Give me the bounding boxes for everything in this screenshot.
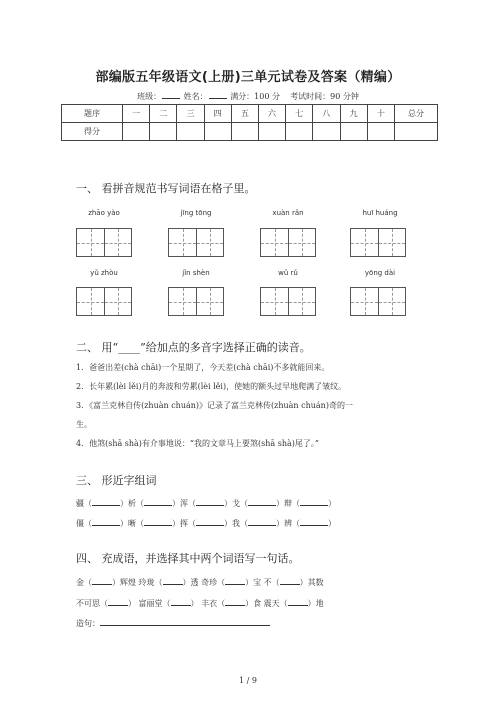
writing-grid[interactable] <box>260 287 316 316</box>
answer-blank[interactable] <box>171 605 191 606</box>
answer-blank[interactable] <box>288 605 308 606</box>
writing-grid[interactable] <box>350 228 406 257</box>
score-table-cell: 三 <box>177 105 204 123</box>
score-table-cell: 九 <box>340 105 367 123</box>
writing-grid[interactable] <box>168 228 224 257</box>
score-table-cell: 题序 <box>62 105 123 123</box>
score-table-cell: 六 <box>258 105 285 123</box>
word-char: ） <box>328 519 336 528</box>
pinyin-label: zhāo yào <box>88 209 120 217</box>
section1-heading: 一、 看拼音规范书写词语在格子里。 <box>76 182 256 195</box>
word-char: ）晰（ <box>120 519 144 528</box>
pinyin-label: xuàn rǎn <box>272 209 304 217</box>
page-number: 1 / 9 <box>239 676 257 685</box>
name-label: 姓名： <box>183 92 208 101</box>
pinyin-label: jīng tōng <box>180 209 212 217</box>
word-char: 僵（ <box>76 519 92 528</box>
score-table-header-row <box>62 105 438 123</box>
idiom-text: ）透 奇珍（ <box>182 578 226 587</box>
word-char: 疆（ <box>76 499 92 508</box>
score-input-cell[interactable] <box>150 123 177 141</box>
sentence-row <box>76 618 270 629</box>
score-table-score-row <box>62 123 438 141</box>
score-input-cell[interactable] <box>367 123 394 141</box>
answer-blank[interactable] <box>300 525 328 526</box>
score-input-cell[interactable] <box>231 123 258 141</box>
document-title: 部编版五年级语文(上册)三单元试卷及答案（精编） <box>95 70 401 85</box>
score-input-cell[interactable] <box>340 123 367 141</box>
word-char: ）辩（ <box>276 499 300 508</box>
score-input-cell[interactable] <box>395 123 438 141</box>
idiom-text: 金（ <box>76 578 92 587</box>
answer-blank[interactable] <box>163 584 183 585</box>
score-input-cell[interactable] <box>313 123 340 141</box>
score-table-cell: 八 <box>313 105 340 123</box>
answer-blank[interactable] <box>196 525 224 526</box>
answer-blank[interactable] <box>248 525 276 526</box>
sentence-label: 造句： <box>76 619 100 628</box>
score-table-cell: 五 <box>231 105 258 123</box>
idiom-text: ）宝 不（ <box>245 578 280 587</box>
word-char: ）浑（ <box>172 499 196 508</box>
word-char: ）析（ <box>120 499 144 508</box>
answer-blank[interactable] <box>108 605 128 606</box>
score-table-cell: 七 <box>286 105 313 123</box>
class-label: 班级： <box>137 92 162 101</box>
exam-time: 考试时间：90 分钟 <box>290 92 359 101</box>
idiom-text: ）地 <box>307 599 324 608</box>
answer-blank[interactable] <box>196 505 224 506</box>
full-score: 满分：100 分 <box>230 92 280 101</box>
answer-blank[interactable] <box>144 505 172 506</box>
word-char: ） <box>328 499 336 508</box>
score-table-cell: 一 <box>123 105 150 123</box>
question-line: 生。 <box>76 420 92 429</box>
sentence-blank[interactable] <box>100 625 270 626</box>
question-line: 1．爸爸出差(chà chāi)一个星期了，今天差(chà chāi)不多就能回来。 <box>76 363 330 372</box>
score-table-cell: 四 <box>204 105 231 123</box>
word-char: ）戈（ <box>224 499 248 508</box>
question-line: 3．《富兰克林自传(zhuàn chuán)》记录了富兰克林传(zhuàn chuán)奇的一 <box>76 401 353 410</box>
idiom-text: 不可思（ <box>76 599 108 608</box>
name-blank <box>209 98 227 99</box>
pinyin-label: jǐn shèn <box>182 269 210 277</box>
writing-grid[interactable] <box>350 287 406 316</box>
writing-grid[interactable] <box>76 287 132 316</box>
idiom-text: ） 丰衣（ <box>190 599 226 608</box>
class-blank <box>162 98 180 99</box>
answer-blank[interactable] <box>225 605 245 606</box>
answer-blank[interactable] <box>144 525 172 526</box>
answer-blank[interactable] <box>92 505 120 506</box>
score-table <box>61 104 438 141</box>
answer-blank[interactable] <box>225 584 245 585</box>
writing-grid[interactable] <box>168 287 224 316</box>
word-char: ）辨（ <box>276 519 300 528</box>
answer-blank[interactable] <box>280 584 300 585</box>
idiom-text: ）其数 <box>299 578 324 587</box>
score-input-cell[interactable] <box>204 123 231 141</box>
question-line: 2．长年累(lèi lěi)月的奔波和劳累(lèi lěi)，使她的额头过早地爬满了皱纹。 <box>76 382 347 391</box>
word-group-row <box>76 498 336 509</box>
idiom-text: ）辉煌 玲珑（ <box>112 578 163 587</box>
pinyin-label: wǔ rǔ <box>278 269 298 277</box>
answer-blank[interactable] <box>248 505 276 506</box>
pinyin-label: huī huáng <box>362 209 398 217</box>
question-line: 4．他煞(shā shà)有介事地说：“我的文章马上要煞(shā shà)尾了。” <box>76 439 319 448</box>
score-input-cell[interactable] <box>123 123 150 141</box>
score-input-cell[interactable] <box>286 123 313 141</box>
score-input-cell[interactable] <box>177 123 204 141</box>
score-row-label: 得分 <box>62 123 123 141</box>
word-char: ）挥（ <box>172 519 196 528</box>
word-char: ）我（ <box>224 519 248 528</box>
score-input-cell[interactable] <box>258 123 285 141</box>
idiom-row <box>76 577 324 588</box>
section3-heading: 三、 形近字组词 <box>76 474 157 487</box>
section4-heading: 四、 充成语，并选择其中两个词语写一句话。 <box>76 552 300 565</box>
answer-blank[interactable] <box>300 505 328 506</box>
section2-heading: 二、 用“____”给加点的多音字选择正确的读音。 <box>76 341 311 354</box>
score-table-cell: 十 <box>367 105 394 123</box>
writing-grid[interactable] <box>76 228 132 257</box>
answer-blank[interactable] <box>92 584 112 585</box>
exam-info-line <box>0 91 496 102</box>
score-table-cell: 总分 <box>395 105 438 123</box>
idiom-row <box>76 598 324 609</box>
pinyin-label: yōng dài <box>364 269 396 277</box>
pinyin-label: yǔ zhòu <box>90 269 118 277</box>
score-table-cell: 二 <box>150 105 177 123</box>
idiom-text: ） 富丽堂（ <box>128 599 171 608</box>
idiom-text: ）食 震天（ <box>245 599 288 608</box>
writing-grid[interactable] <box>260 228 316 257</box>
answer-blank[interactable] <box>92 525 120 526</box>
word-group-row <box>76 518 336 529</box>
